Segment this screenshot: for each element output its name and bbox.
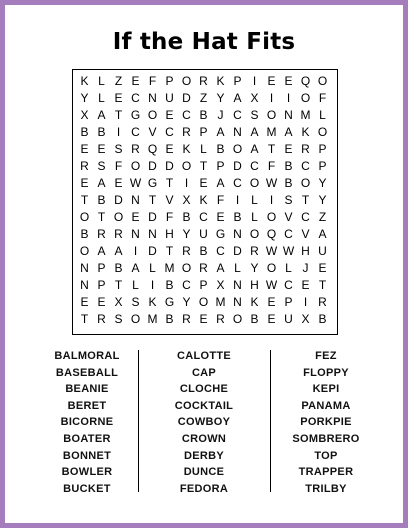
word-list-item: PORKPIE bbox=[300, 416, 352, 429]
grid-letter[interactable]: P bbox=[318, 142, 327, 156]
grid-letter[interactable]: E bbox=[80, 295, 89, 309]
grid-letter[interactable]: Q bbox=[266, 227, 277, 241]
grid-letter[interactable]: H bbox=[250, 278, 259, 292]
grid-letter[interactable]: E bbox=[267, 295, 276, 309]
grid-letter[interactable]: O bbox=[300, 91, 311, 105]
grid-letter[interactable]: A bbox=[216, 176, 225, 190]
grid-letter[interactable]: Y bbox=[80, 91, 89, 105]
grid-letter[interactable]: E bbox=[301, 278, 310, 292]
grid-letter[interactable]: O bbox=[249, 176, 260, 190]
grid-letter[interactable]: B bbox=[199, 244, 208, 258]
grid-letter[interactable]: A bbox=[318, 227, 327, 241]
word-list-item: DUNCE bbox=[183, 466, 225, 479]
grid-letter[interactable]: C bbox=[284, 227, 293, 241]
word-list-column-1 bbox=[32, 348, 142, 497]
word-list-item: BOWLER bbox=[61, 466, 113, 479]
grid-letter[interactable]: K bbox=[199, 193, 208, 207]
grid-letter[interactable]: L bbox=[149, 261, 156, 275]
grid-letter[interactable]: G bbox=[215, 227, 226, 241]
grid-letter[interactable]: T bbox=[148, 193, 157, 207]
grid-letter[interactable]: E bbox=[318, 261, 327, 275]
grid-letter[interactable]: R bbox=[182, 244, 191, 258]
grid-letter[interactable]: I bbox=[252, 74, 257, 88]
grid-letter[interactable]: X bbox=[114, 295, 123, 309]
grid-letter[interactable]: P bbox=[199, 278, 208, 292]
grid-letter[interactable]: O bbox=[181, 159, 192, 173]
word-list-item: CLOCHE bbox=[179, 383, 229, 396]
grid-letter[interactable]: O bbox=[266, 210, 277, 224]
grid-letter[interactable]: L bbox=[98, 74, 105, 88]
grid-letter[interactable]: D bbox=[114, 193, 123, 207]
grid-letter[interactable]: G bbox=[164, 295, 175, 309]
grid-letter[interactable]: K bbox=[301, 125, 310, 139]
grid-letter[interactable]: O bbox=[181, 261, 192, 275]
grid-letter[interactable]: E bbox=[165, 142, 174, 156]
grid-letter[interactable]: W bbox=[265, 244, 278, 258]
grid-letter[interactable]: U bbox=[284, 312, 293, 326]
grid-letter[interactable]: A bbox=[97, 176, 106, 190]
grid-letter[interactable]: E bbox=[114, 91, 123, 105]
word-list-column-3 bbox=[271, 348, 381, 497]
grid-letter[interactable]: L bbox=[319, 108, 326, 122]
grid-letter[interactable]: B bbox=[97, 125, 106, 139]
grid-letter[interactable]: M bbox=[164, 261, 175, 275]
grid-letter[interactable]: Z bbox=[114, 74, 123, 88]
grid-letter[interactable]: F bbox=[318, 91, 327, 105]
word-list-item: DERBY bbox=[183, 449, 224, 462]
grid-letter[interactable]: S bbox=[97, 159, 106, 173]
word-list-item: PANAMA bbox=[301, 399, 351, 412]
grid-letter[interactable]: R bbox=[114, 227, 123, 241]
puzzle-title: If the Hat Fits bbox=[112, 29, 296, 55]
grid-letter[interactable]: C bbox=[182, 278, 191, 292]
grid-letter[interactable]: P bbox=[165, 74, 174, 88]
word-list-item: BERET bbox=[67, 399, 107, 412]
grid-letter[interactable]: B bbox=[216, 142, 225, 156]
grid-letter[interactable]: W bbox=[265, 176, 278, 190]
word-list-item: CAP bbox=[191, 366, 217, 379]
grid-letter[interactable]: C bbox=[301, 210, 310, 224]
grid-letter[interactable]: T bbox=[165, 244, 174, 258]
grid-letter[interactable]: J bbox=[302, 261, 309, 275]
grid-letter[interactable]: T bbox=[267, 142, 276, 156]
grid-letter[interactable]: A bbox=[97, 244, 106, 258]
grid-letter[interactable]: O bbox=[317, 74, 328, 88]
grid-letter[interactable]: M bbox=[215, 295, 226, 309]
letter-grid-frame bbox=[72, 69, 338, 335]
grid-letter[interactable]: F bbox=[114, 159, 123, 173]
grid-letter[interactable]: Q bbox=[300, 74, 311, 88]
grid-letter[interactable]: B bbox=[250, 312, 259, 326]
grid-letter[interactable]: F bbox=[148, 74, 157, 88]
grid-letter[interactable]: B bbox=[165, 278, 174, 292]
grid-letter[interactable]: L bbox=[251, 210, 258, 224]
grid-letter[interactable]: C bbox=[182, 108, 191, 122]
grid-letter[interactable]: T bbox=[199, 159, 208, 173]
grid-letter[interactable]: P bbox=[233, 74, 242, 88]
word-list-item: FEDORA bbox=[179, 482, 229, 495]
grid-letter[interactable]: N bbox=[284, 108, 293, 122]
grid-letter[interactable]: A bbox=[250, 125, 259, 139]
grid-letter[interactable]: O bbox=[130, 159, 141, 173]
grid-letter[interactable]: R bbox=[199, 261, 208, 275]
grid-letter[interactable]: F bbox=[216, 193, 225, 207]
word-list-item: BICORNE bbox=[60, 416, 114, 429]
grid-letter[interactable]: O bbox=[232, 142, 243, 156]
grid-letter[interactable]: E bbox=[97, 295, 106, 309]
grid-letter[interactable]: I bbox=[184, 176, 189, 190]
grid-letter[interactable]: B bbox=[199, 108, 208, 122]
word-list-item: BASEBALL bbox=[55, 366, 119, 379]
grid-letter[interactable]: X bbox=[216, 278, 225, 292]
grid-letter[interactable]: N bbox=[80, 278, 89, 292]
grid-letter[interactable]: Y bbox=[250, 261, 259, 275]
grid-letter[interactable]: L bbox=[251, 193, 258, 207]
grid-letter[interactable]: E bbox=[165, 108, 174, 122]
grid-letter[interactable]: R bbox=[250, 244, 259, 258]
grid-letter[interactable]: S bbox=[114, 142, 123, 156]
word-list-item: COWBOY bbox=[177, 416, 231, 429]
grid-letter[interactable]: N bbox=[148, 91, 157, 105]
grid-letter[interactable]: Y bbox=[318, 193, 327, 207]
grid-letter[interactable]: O bbox=[266, 261, 277, 275]
grid-letter[interactable]: P bbox=[97, 261, 106, 275]
grid-letter[interactable]: O bbox=[181, 74, 192, 88]
grid-letter[interactable]: D bbox=[148, 244, 157, 258]
grid-letter[interactable]: I bbox=[269, 91, 274, 105]
grid-letter[interactable]: E bbox=[80, 176, 89, 190]
grid-letter[interactable]: H bbox=[301, 244, 310, 258]
grid-letter[interactable]: I bbox=[133, 244, 138, 258]
grid-letter[interactable]: K bbox=[182, 142, 191, 156]
grid-letter[interactable]: L bbox=[98, 91, 105, 105]
grid-letter[interactable]: T bbox=[80, 312, 89, 326]
grid-letter[interactable]: O bbox=[266, 108, 277, 122]
grid-letter[interactable]: A bbox=[114, 244, 123, 258]
grid-letter[interactable]: Z bbox=[199, 91, 208, 105]
word-list-item: FLOPPY bbox=[303, 366, 349, 379]
grid-letter[interactable]: W bbox=[282, 244, 295, 258]
grid-letter[interactable]: T bbox=[165, 176, 174, 190]
grid-letter[interactable]: N bbox=[131, 227, 140, 241]
word-list-item: KEPI bbox=[312, 383, 340, 396]
word-list-item: BONNET bbox=[62, 449, 112, 462]
grid-letter[interactable]: M bbox=[300, 108, 311, 122]
grid-letter[interactable]: Y bbox=[182, 295, 191, 309]
grid-letter[interactable]: I bbox=[303, 295, 308, 309]
grid-letter[interactable]: R bbox=[199, 74, 208, 88]
grid-letter[interactable]: Y bbox=[318, 176, 327, 190]
grid-letter[interactable]: O bbox=[300, 176, 311, 190]
word-list-column-2 bbox=[149, 348, 259, 497]
grid-letter[interactable]: A bbox=[131, 261, 140, 275]
grid-letter[interactable]: R bbox=[80, 159, 89, 173]
grid-letter[interactable]: X bbox=[80, 108, 89, 122]
grid-letter[interactable]: R bbox=[131, 142, 140, 156]
grid-letter[interactable]: A bbox=[250, 142, 259, 156]
grid-letter[interactable]: D bbox=[148, 159, 157, 173]
grid-letter[interactable]: W bbox=[129, 176, 142, 190]
grid-letter[interactable]: S bbox=[250, 108, 259, 122]
grid-letter[interactable]: U bbox=[165, 91, 174, 105]
grid-letter[interactable]: S bbox=[114, 312, 123, 326]
word-list-item: BALMORAL bbox=[54, 350, 120, 362]
grid-letter[interactable]: H bbox=[165, 227, 174, 241]
grid-letter[interactable]: V bbox=[165, 193, 174, 207]
grid-letter[interactable]: P bbox=[216, 159, 225, 173]
word-list-item: BOATER bbox=[63, 432, 111, 445]
grid-letter[interactable]: L bbox=[234, 261, 241, 275]
grid-letter[interactable]: J bbox=[217, 108, 224, 122]
grid-letter[interactable]: O bbox=[113, 210, 124, 224]
grid-letter[interactable]: T bbox=[114, 108, 123, 122]
grid-letter[interactable]: I bbox=[116, 125, 121, 139]
grid-letter[interactable]: R bbox=[97, 227, 106, 241]
word-list-item: TRAPPER bbox=[298, 466, 354, 479]
grid-letter[interactable]: A bbox=[284, 125, 293, 139]
grid-letter[interactable]: E bbox=[284, 74, 293, 88]
grid-letter[interactable]: C bbox=[233, 176, 242, 190]
grid-letter[interactable]: C bbox=[165, 125, 174, 139]
grid-letter[interactable]: V bbox=[284, 210, 293, 224]
grid-letter[interactable]: P bbox=[199, 125, 208, 139]
grid-letter[interactable]: N bbox=[233, 125, 242, 139]
grid-letter[interactable]: B bbox=[97, 193, 106, 207]
grid-letter[interactable]: E bbox=[267, 312, 276, 326]
grid-letter[interactable]: L bbox=[132, 278, 139, 292]
grid-letter[interactable]: N bbox=[233, 278, 242, 292]
grid-letter[interactable]: U bbox=[318, 244, 327, 258]
grid-letter[interactable]: D bbox=[233, 159, 242, 173]
grid-letter[interactable]: B bbox=[284, 159, 293, 173]
grid-letter[interactable]: E bbox=[97, 142, 106, 156]
grid-letter[interactable]: D bbox=[148, 210, 157, 224]
grid-letter[interactable]: E bbox=[199, 176, 208, 190]
word-list-item: SOMBRERO bbox=[292, 432, 360, 445]
column-divider bbox=[138, 350, 139, 492]
grid-letter[interactable]: X bbox=[301, 312, 310, 326]
grid-letter[interactable]: C bbox=[250, 159, 259, 173]
grid-letter[interactable]: N bbox=[233, 227, 242, 241]
grid-letter[interactable]: L bbox=[285, 261, 292, 275]
grid-letter[interactable]: O bbox=[79, 244, 90, 258]
grid-letter[interactable]: G bbox=[147, 176, 158, 190]
grid-letter[interactable]: D bbox=[165, 159, 174, 173]
grid-letter[interactable]: E bbox=[199, 312, 208, 326]
grid-letter[interactable]: B bbox=[165, 312, 174, 326]
grid-letter[interactable]: V bbox=[301, 227, 310, 241]
word-list-item: FEZ bbox=[315, 350, 337, 362]
grid-letter[interactable]: B bbox=[233, 210, 242, 224]
grid-letter[interactable]: A bbox=[216, 261, 225, 275]
grid-letter[interactable]: T bbox=[114, 278, 123, 292]
grid-letter[interactable]: I bbox=[269, 193, 274, 207]
grid-letter[interactable]: S bbox=[131, 295, 140, 309]
grid-letter[interactable]: E bbox=[131, 210, 140, 224]
grid-letter[interactable]: R bbox=[301, 142, 310, 156]
grid-letter[interactable]: X bbox=[182, 193, 191, 207]
grid-letter[interactable]: M bbox=[147, 312, 158, 326]
grid-letter[interactable]: C bbox=[199, 210, 208, 224]
grid-letter[interactable]: C bbox=[216, 244, 225, 258]
grid-letter[interactable]: D bbox=[182, 91, 191, 105]
grid-letter[interactable]: R bbox=[318, 295, 327, 309]
grid-letter[interactable]: D bbox=[233, 244, 242, 258]
grid-letter[interactable]: F bbox=[165, 210, 174, 224]
grid-letter[interactable]: I bbox=[150, 278, 155, 292]
grid-letter[interactable]: A bbox=[216, 125, 225, 139]
grid-letter[interactable]: O bbox=[232, 312, 243, 326]
grid-letter[interactable]: W bbox=[265, 278, 278, 292]
word-list-item: CROWN bbox=[181, 432, 227, 445]
grid-letter[interactable]: A bbox=[97, 108, 106, 122]
grid-letter[interactable]: Y bbox=[216, 91, 225, 105]
grid-letter[interactable]: C bbox=[233, 108, 242, 122]
grid-letter[interactable]: B bbox=[284, 176, 293, 190]
grid-letter[interactable]: P bbox=[284, 295, 293, 309]
grid-letter[interactable]: K bbox=[148, 295, 157, 309]
grid-letter[interactable]: B bbox=[80, 227, 89, 241]
grid-letter[interactable]: I bbox=[286, 91, 291, 105]
grid-letter[interactable]: I bbox=[235, 193, 240, 207]
grid-letter[interactable]: M bbox=[266, 125, 277, 139]
grid-letter[interactable]: E bbox=[267, 74, 276, 88]
grid-letter[interactable]: N bbox=[148, 227, 157, 241]
grid-letter[interactable]: N bbox=[131, 193, 140, 207]
grid-letter[interactable]: R bbox=[216, 312, 225, 326]
grid-letter[interactable]: O bbox=[198, 295, 209, 309]
grid-letter[interactable]: P bbox=[97, 278, 106, 292]
word-list-item: BEANIE bbox=[65, 383, 109, 396]
grid-letter[interactable]: P bbox=[318, 159, 327, 173]
grid-letter[interactable]: R bbox=[97, 312, 106, 326]
grid-letter[interactable]: S bbox=[284, 193, 293, 207]
grid-letter[interactable]: K bbox=[216, 74, 225, 88]
grid-letter[interactable]: G bbox=[130, 108, 141, 122]
grid-letter[interactable]: T bbox=[318, 278, 327, 292]
grid-letter[interactable]: B bbox=[182, 210, 191, 224]
puzzle-page bbox=[5, 5, 403, 523]
grid-letter[interactable]: E bbox=[284, 142, 293, 156]
grid-letter[interactable]: Y bbox=[182, 227, 191, 241]
grid-letter[interactable]: F bbox=[267, 159, 276, 173]
letter-grid bbox=[76, 73, 331, 328]
grid-letter[interactable]: R bbox=[182, 312, 191, 326]
grid-letter[interactable]: K bbox=[250, 295, 259, 309]
grid-letter[interactable]: A bbox=[233, 91, 242, 105]
grid-letter[interactable]: E bbox=[114, 176, 123, 190]
grid-letter[interactable]: X bbox=[250, 91, 259, 105]
grid-letter[interactable]: B bbox=[80, 125, 89, 139]
word-list-item: COCKTAIL bbox=[174, 399, 234, 412]
grid-letter[interactable]: L bbox=[200, 142, 207, 156]
grid-letter[interactable]: O bbox=[317, 125, 328, 139]
grid-letter[interactable]: B bbox=[318, 312, 327, 326]
word-list-item: CALOTTE bbox=[176, 350, 232, 362]
grid-letter[interactable]: O bbox=[79, 210, 90, 224]
grid-letter[interactable]: C bbox=[284, 278, 293, 292]
grid-letter[interactable]: N bbox=[233, 295, 242, 309]
grid-letter[interactable]: C bbox=[131, 91, 140, 105]
grid-letter[interactable]: O bbox=[249, 227, 260, 241]
word-list-item: TRILBY bbox=[305, 482, 347, 495]
grid-letter[interactable]: V bbox=[148, 125, 157, 139]
grid-letter[interactable]: K bbox=[80, 74, 89, 88]
word-list-item: TOP bbox=[314, 449, 338, 462]
word-list-item: BUCKET bbox=[63, 482, 111, 495]
grid-letter[interactable]: C bbox=[131, 125, 140, 139]
grid-letter[interactable]: T bbox=[80, 193, 89, 207]
grid-letter[interactable]: B bbox=[114, 261, 123, 275]
grid-letter[interactable]: Z bbox=[318, 210, 327, 224]
grid-letter[interactable]: Q bbox=[147, 142, 158, 156]
grid-letter[interactable]: R bbox=[182, 125, 191, 139]
grid-letter[interactable]: T bbox=[97, 210, 106, 224]
grid-letter[interactable]: E bbox=[80, 142, 89, 156]
grid-letter[interactable]: N bbox=[80, 261, 89, 275]
grid-letter[interactable]: O bbox=[147, 108, 158, 122]
grid-letter[interactable]: U bbox=[199, 227, 208, 241]
grid-letter[interactable]: C bbox=[301, 159, 310, 173]
grid-letter[interactable]: E bbox=[131, 74, 140, 88]
grid-letter[interactable]: O bbox=[130, 312, 141, 326]
grid-letter[interactable]: T bbox=[301, 193, 310, 207]
grid-letter[interactable]: E bbox=[216, 210, 225, 224]
